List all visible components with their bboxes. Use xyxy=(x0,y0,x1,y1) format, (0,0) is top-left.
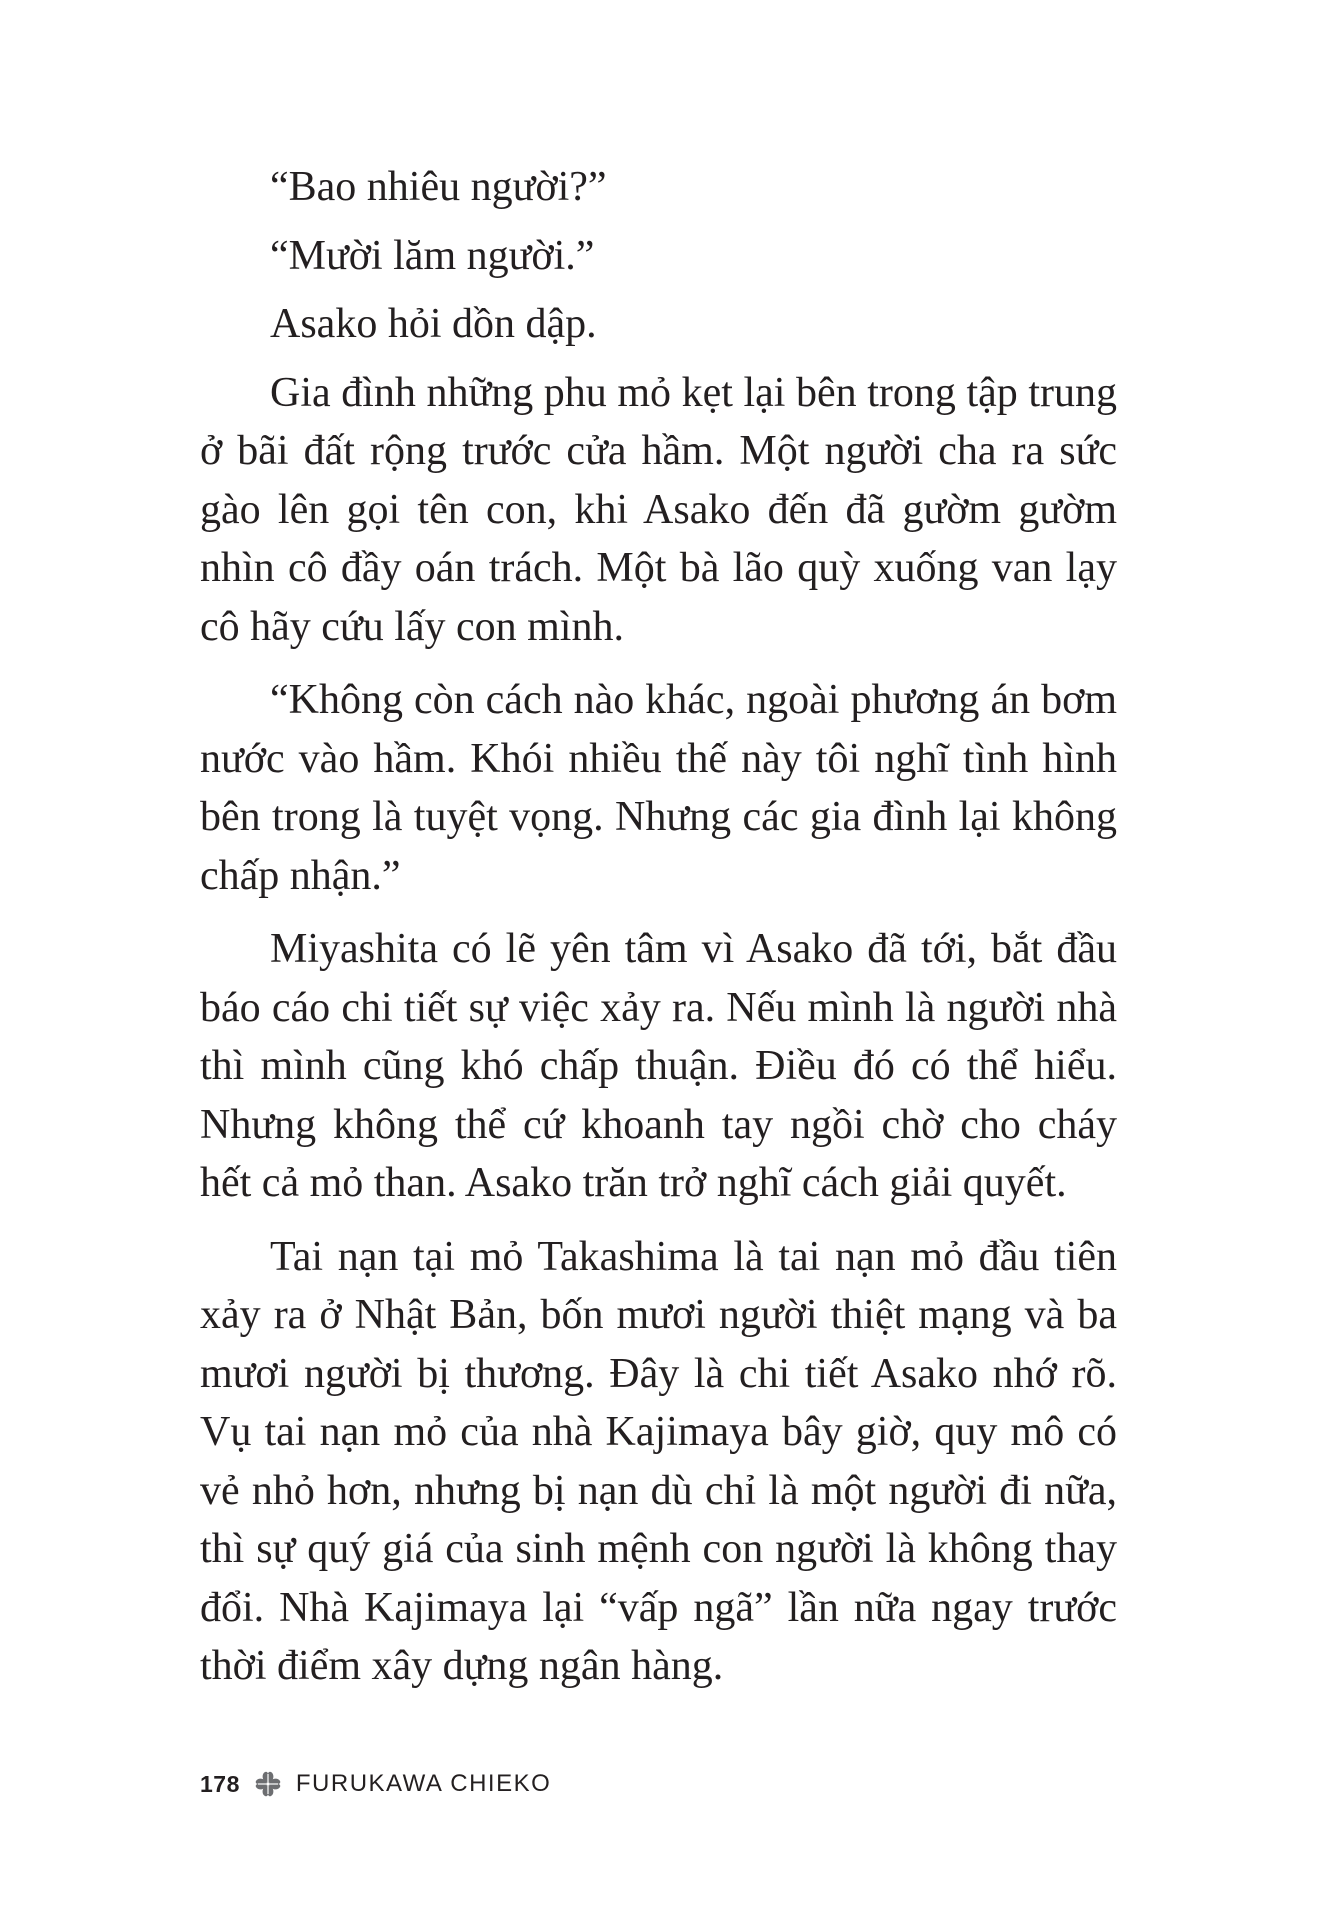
body-text xyxy=(200,158,1117,1696)
author-name: FURUKAWA CHIEKO xyxy=(295,1770,552,1797)
paragraph-5: “Không còn cách nào khác, ngoài phương án bơm nước vào hầm. Khói nhiều thế này tôi nghĩ tình hình bên trong là tuyệt vọng. Nhưng các gia đình lại không chấp nhận.” xyxy=(200,677,1117,899)
page-footer xyxy=(200,1766,551,1802)
page-number: 178 xyxy=(200,1770,240,1797)
paragraph-7: Tai nạn tại mỏ Takashima là tai nạn mỏ đầu tiên xảy ra ở Nhật Bản, bốn mươi người thiệt mạng và ba mươi người bị thương. Đây là chi tiết Asako nhớ rõ. Vụ tai nạn mỏ của nhà Kajimaya bây giờ, quy mô có vẻ nhỏ hơn, nhưng bị nạn dù chỉ là một người đi nữa, thì sự quý giá của sinh mệnh con người là không thay đổi. Nhà Kajimaya lại “vấp ngã” lần nữa ngay trước thời điểm xây dựng ngân hàng. xyxy=(200,1233,1117,1689)
paragraph-4: Gia đình những phu mỏ kẹt lại bên trong tập trung ở bãi đất rộng trước cửa hầm. Một người cha ra sức gào lên gọi tên con, khi Asako đến đã gườm gườm nhìn cô đầy oán trách. Một bà lão quỳ xuống van lạy cô hãy cứu lấy con mình. xyxy=(200,369,1117,650)
paragraph-3: Asako hỏi dồn dập. xyxy=(270,301,597,347)
paragraph-2: “Mười lăm người.” xyxy=(270,232,595,279)
clover-icon xyxy=(252,1768,284,1800)
paragraph-1: “Bao nhiêu người?” xyxy=(270,164,607,210)
paragraph-6: Miyashita có lẽ yên tâm vì Asako đã tới, bắt đầu báo cáo chi tiết sự việc xảy ra. Nếu mình là người nhà thì mình cũng khó chấp thuận. Điều đó có thể hiểu. Nhưng không thể cứ khoanh tay ngồi chờ cho cháy hết cả mỏ than. Asako trăn trở nghĩ cách giải quyết. xyxy=(200,926,1117,1206)
